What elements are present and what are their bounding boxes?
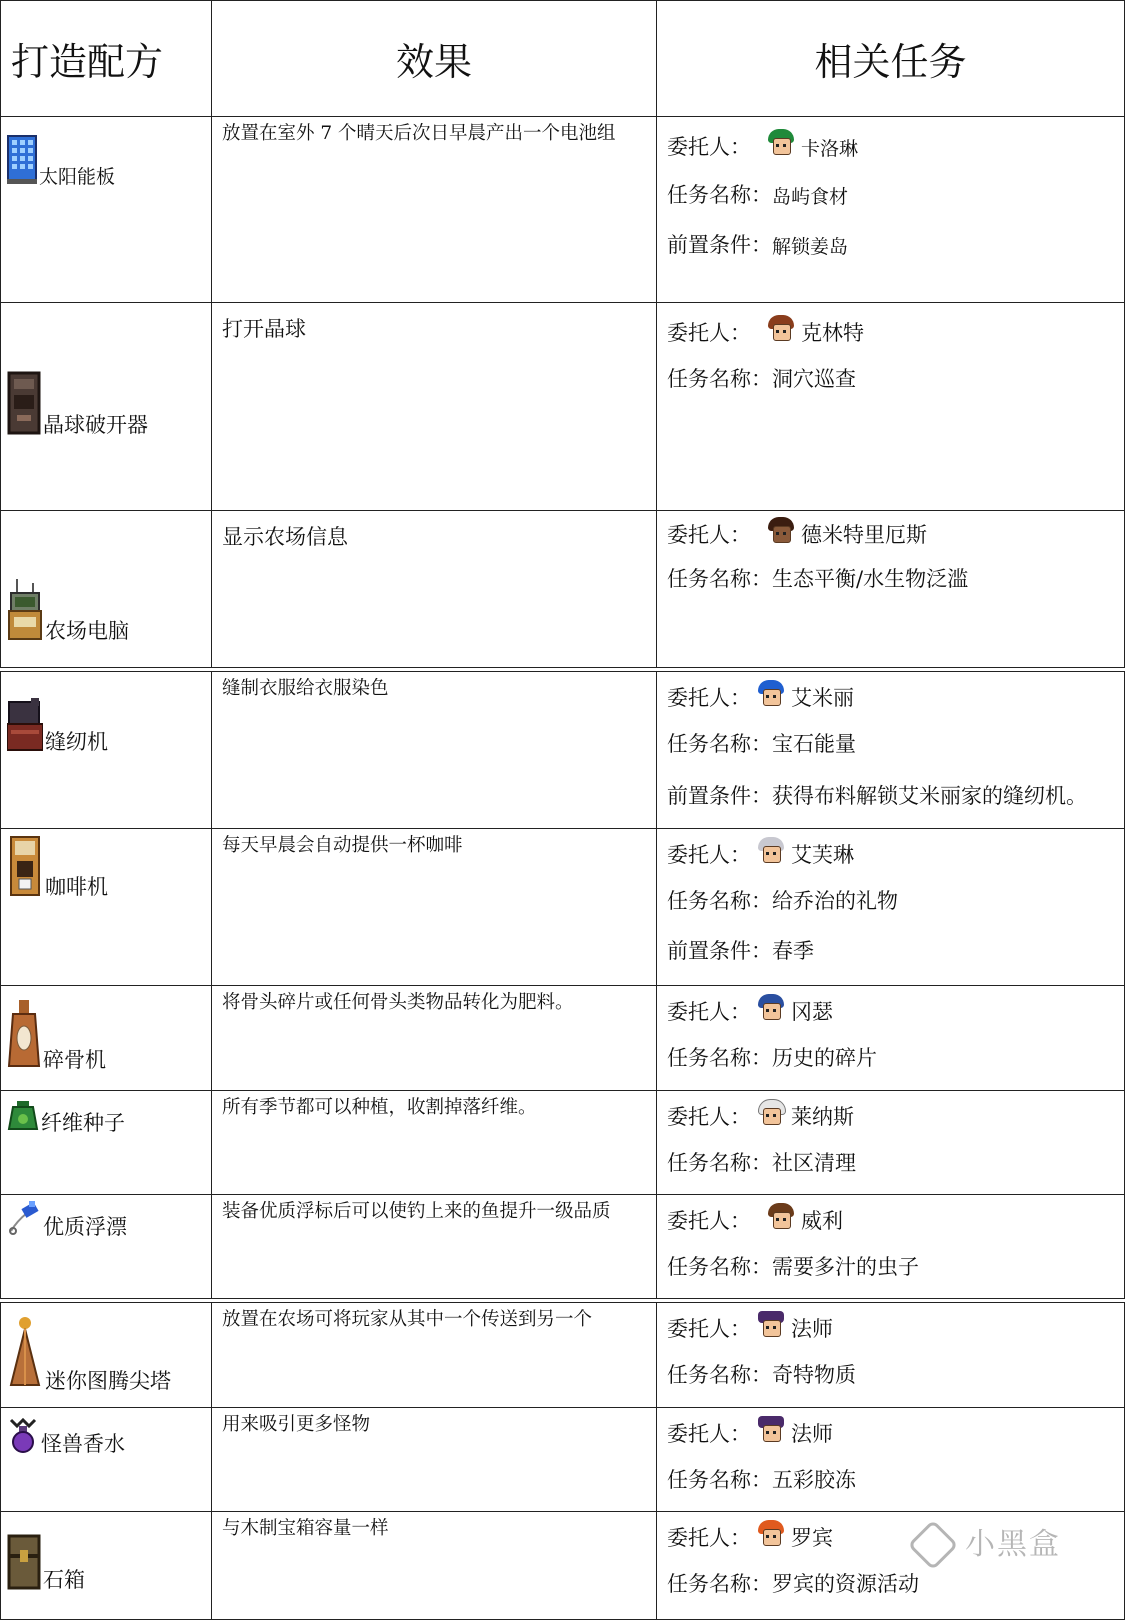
- caroline-portrait-icon: [765, 129, 797, 161]
- bone-mill-icon: [7, 998, 41, 1074]
- client-name: 莱纳斯: [791, 1105, 854, 1129]
- item-name: 迷你图腾尖塔: [45, 1369, 171, 1393]
- quest-name: 罗宾的资源活动: [772, 1572, 919, 1596]
- table-row: [0, 303, 1125, 511]
- clint-portrait-icon: [765, 315, 797, 347]
- effect-text: 放置在农场可将玩家从其中一个传送到另一个: [222, 1309, 593, 1330]
- client-name: 艾芙琳: [791, 843, 854, 867]
- quest-label: 任务名称：: [667, 1046, 772, 1070]
- table-row: [0, 986, 1125, 1091]
- header-recipe: 打造配方: [11, 40, 164, 84]
- prereq-text: 获得布料解锁艾米丽家的缝纫机。: [772, 784, 1087, 808]
- quest-label: 任务名称：: [667, 1468, 772, 1492]
- linus-portrait-icon: [755, 1099, 787, 1131]
- quest-name: 历史的碎片: [772, 1046, 877, 1070]
- effect-text: 将骨头碎片或任何骨头类物品转化为肥料。: [222, 992, 574, 1013]
- farm-computer-icon: [7, 577, 43, 645]
- effect-text: 装备优质浮标后可以使钓上来的鱼提升一级品质: [222, 1201, 611, 1222]
- item-name: 咖啡机: [45, 875, 108, 899]
- quest-label: 任务名称：: [667, 183, 772, 207]
- table-row: [0, 1091, 1125, 1195]
- heybox-logo-icon: [908, 1520, 959, 1571]
- quest-label: 任务名称：: [667, 732, 772, 756]
- effect-text: 用来吸引更多怪物: [222, 1414, 371, 1435]
- table-header: [0, 0, 1125, 117]
- client-label: 委托人：: [667, 1422, 751, 1446]
- fiber-seeds-icon: [7, 1099, 39, 1137]
- effect-text: 显示农场信息: [222, 525, 348, 549]
- client-name: 威利: [801, 1209, 843, 1233]
- client-name: 德米特里厄斯: [801, 523, 927, 547]
- client-name: 罗宾: [791, 1526, 833, 1550]
- prereq-text: 春季: [772, 939, 814, 963]
- quest-name: 社区清理: [772, 1151, 856, 1175]
- quest-name: 奇特物质: [772, 1363, 856, 1387]
- table-row: [0, 829, 1125, 986]
- quality-bobber-icon: [7, 1201, 41, 1241]
- wizard-portrait-icon: [755, 1311, 787, 1343]
- client-label: 委托人：: [667, 523, 751, 547]
- quest-label: 任务名称：: [667, 1363, 772, 1387]
- client-name: 克林特: [801, 321, 864, 345]
- quest-label: 任务名称：: [667, 1572, 772, 1596]
- table-row: [0, 1408, 1125, 1512]
- quest-name: 岛屿食材: [772, 186, 849, 208]
- quest-name: 需要多汁的虫子: [772, 1255, 919, 1279]
- client-name: 艾米丽: [791, 686, 854, 710]
- item-name: 晶球破开器: [43, 413, 148, 437]
- prereq-label: 前置条件：: [667, 784, 772, 808]
- quest-label: 任务名称：: [667, 1151, 772, 1175]
- client-label: 委托人：: [667, 1209, 751, 1233]
- prereq-label: 前置条件：: [667, 233, 772, 257]
- client-name: 卡洛琳: [801, 138, 859, 160]
- client-label: 委托人：: [667, 1000, 751, 1024]
- item-name: 农场电脑: [45, 619, 129, 643]
- client-label: 委托人：: [667, 1105, 751, 1129]
- demetrius-portrait-icon: [765, 517, 797, 549]
- quest-name: 生态平衡/水生物泛滥: [772, 567, 969, 591]
- client-name: 冈瑟: [791, 1000, 833, 1024]
- wizard-portrait-icon: [755, 1416, 787, 1448]
- coffee-maker-icon: [7, 835, 43, 901]
- quest-label: 任务名称：: [667, 567, 772, 591]
- table-row: [0, 672, 1125, 829]
- client-name: 法师: [791, 1317, 833, 1341]
- client-label: 委托人：: [667, 843, 751, 867]
- effect-text: 放置在室外 7 个晴天后次日早晨产出一个电池组: [222, 123, 616, 144]
- prereq-text: 解锁姜岛: [772, 236, 849, 258]
- effect-text: 所有季节都可以种植，收割掉落纤维。: [222, 1097, 537, 1118]
- monster-musk-icon: [7, 1416, 39, 1458]
- watermark: [915, 1519, 1061, 1564]
- mini-obelisk-icon: [7, 1315, 43, 1395]
- header-quest: 相关任务: [814, 40, 967, 84]
- watermark-text: 小黑盒: [965, 1526, 1061, 1562]
- quest-label: 任务名称：: [667, 889, 772, 913]
- willy-portrait-icon: [765, 1203, 797, 1235]
- item-name: 优质浮漂: [43, 1215, 127, 1239]
- quest-name: 洞穴巡查: [772, 367, 856, 391]
- quest-name: 给乔治的礼物: [772, 889, 898, 913]
- header-effect: 效果: [395, 40, 472, 84]
- item-name: 太阳能板: [39, 166, 116, 188]
- emily-portrait-icon: [755, 680, 787, 712]
- table-row: [0, 117, 1125, 303]
- client-label: 委托人：: [667, 1317, 751, 1341]
- geode-crusher-icon: [7, 371, 41, 439]
- item-name: 碎骨机: [43, 1048, 106, 1072]
- stone-chest-icon: [7, 1534, 41, 1594]
- quest-label: 任务名称：: [667, 1255, 772, 1279]
- effect-text: 打开晶球: [222, 317, 306, 341]
- table-row: [0, 511, 1125, 668]
- effect-text: 缝制衣服给衣服染色: [222, 678, 389, 699]
- quest-name: 宝石能量: [772, 732, 856, 756]
- item-name: 缝纫机: [45, 730, 108, 754]
- effect-text: 每天早晨会自动提供一杯咖啡: [222, 835, 463, 856]
- client-label: 委托人：: [667, 135, 751, 159]
- robin-portrait-icon: [755, 1520, 787, 1552]
- solar-panel-icon: [7, 135, 37, 189]
- client-label: 委托人：: [667, 686, 751, 710]
- evelyn-portrait-icon: [755, 837, 787, 869]
- client-label: 委托人：: [667, 321, 751, 345]
- prereq-label: 前置条件：: [667, 939, 772, 963]
- effect-text: 与木制宝箱容量一样: [222, 1518, 389, 1539]
- quest-name: 五彩胶冻: [772, 1468, 856, 1492]
- quest-label: 任务名称：: [667, 367, 772, 391]
- item-name: 纤维种子: [41, 1111, 125, 1135]
- sewing-machine-icon: [7, 698, 43, 756]
- client-name: 法师: [791, 1422, 833, 1446]
- table-row: [0, 1303, 1125, 1408]
- item-name: 怪兽香水: [41, 1432, 125, 1456]
- client-label: 委托人：: [667, 1526, 751, 1550]
- table-row: [0, 1195, 1125, 1299]
- gunther-portrait-icon: [755, 994, 787, 1026]
- item-name: 石箱: [43, 1568, 85, 1592]
